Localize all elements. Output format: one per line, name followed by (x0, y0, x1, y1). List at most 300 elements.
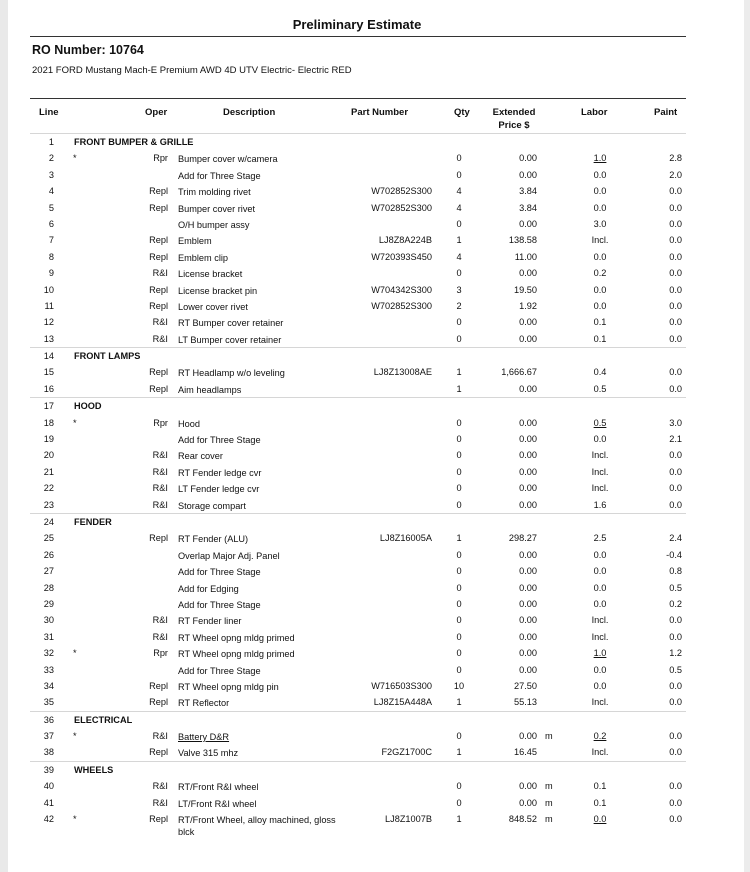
operation: Rpr (153, 153, 168, 164)
extended-price: 0.00 (519, 631, 537, 642)
operation: R&I (152, 731, 168, 742)
part-number: W702852S300 (371, 202, 432, 213)
paint-hours: 2.1 (669, 434, 682, 445)
labor-hours: 0.0 (593, 566, 607, 577)
extended-price: 0.00 (519, 317, 537, 328)
quantity: 1 (456, 383, 462, 394)
quantity: 1 (456, 235, 462, 246)
quantity: 0 (456, 450, 462, 461)
line-number: 24 (43, 516, 54, 527)
table-row (30, 150, 686, 166)
price-flag: m (545, 797, 553, 808)
description: License bracket pin (178, 285, 258, 296)
table-row (30, 298, 686, 314)
extended-price: 0.00 (519, 268, 537, 279)
operation: R&I (152, 797, 168, 808)
labor-hours: Incl. (591, 235, 609, 246)
paint-hours: 0.0 (669, 680, 682, 691)
line-number: 40 (43, 781, 54, 792)
manual-entry-mark: * (73, 417, 77, 428)
line-number: 17 (43, 401, 54, 412)
table-row (30, 183, 686, 199)
operation: Repl (149, 747, 168, 758)
part-number: W702852S300 (371, 300, 432, 311)
extended-price: 1,666.67 (501, 367, 537, 378)
description: RT Reflector (178, 698, 230, 709)
paint-hours: 1.2 (669, 648, 682, 659)
manual-entry-mark: * (73, 731, 77, 742)
operation: R&I (152, 317, 168, 328)
labor-hours: 1.6 (593, 499, 607, 510)
operation: Repl (149, 251, 168, 262)
labor-hours: 0.1 (593, 797, 607, 808)
table-row (30, 547, 686, 563)
quantity: 0 (456, 169, 462, 180)
quantity: 2 (456, 300, 462, 311)
line-number: 13 (43, 333, 54, 344)
description: LT/Front R&I wheel (178, 798, 257, 809)
price-flag: m (545, 814, 553, 825)
operation: R&I (152, 333, 168, 344)
vehicle-description: 2021 FORD Mustang Mach-E Premium AWD 4D UTV Electric- Electric RED (32, 65, 352, 76)
part-number: W704342S300 (371, 284, 432, 295)
table-row (30, 232, 686, 248)
header-description: Description (223, 107, 276, 118)
operation: R&I (152, 450, 168, 461)
quantity: 0 (456, 797, 462, 808)
header-extended-price (489, 106, 539, 132)
quantity: 1 (456, 533, 462, 544)
price-flag: m (545, 781, 553, 792)
description: RT Fender ledge cvr (178, 467, 262, 478)
part-number: LJ8Z16005A (379, 533, 432, 544)
extended-price: 0.00 (519, 566, 537, 577)
extended-price: 0.00 (519, 648, 537, 659)
extended-price: 138.58 (508, 235, 537, 246)
table-row (30, 415, 686, 431)
paint-hours: 0.0 (669, 697, 682, 708)
header-oper: Oper (145, 107, 168, 118)
ro-number: RO Number: 10764 (32, 43, 144, 57)
extended-price: 3.84 (519, 202, 537, 213)
description: Add for Three Stage (178, 435, 261, 446)
description: Emblem clip (178, 252, 229, 263)
section-title: HOOD (74, 401, 102, 412)
description: RT/Front R&I wheel (178, 782, 259, 793)
part-number: LJ8Z13008AE (373, 367, 432, 378)
operation: Repl (149, 814, 168, 825)
labor-hours: 0.5 (593, 417, 607, 428)
extended-price: 0.00 (519, 549, 537, 560)
line-number: 12 (43, 317, 54, 328)
table-row (30, 662, 686, 678)
labor-hours: 0.0 (593, 664, 607, 675)
line-number: 21 (43, 466, 54, 477)
labor-hours: 0.1 (593, 317, 607, 328)
operation: Rpr (153, 648, 168, 659)
labor-hours: 0.0 (593, 598, 607, 609)
operation: Repl (149, 235, 168, 246)
paint-hours: 0.0 (669, 450, 682, 461)
extended-price: 0.00 (519, 664, 537, 675)
line-number: 8 (48, 251, 54, 262)
table-row (30, 464, 686, 480)
operation: Rpr (153, 417, 168, 428)
labor-hours: 0.0 (593, 169, 607, 180)
paint-hours: 0.0 (669, 218, 682, 229)
labor-hours: 0.0 (593, 680, 607, 691)
line-number: 26 (43, 549, 54, 560)
line-number: 15 (43, 367, 54, 378)
paint-hours: 0.0 (669, 781, 682, 792)
operation: R&I (152, 268, 168, 279)
operation: Repl (149, 367, 168, 378)
description: Trim molding rivet (178, 187, 251, 198)
paint-hours: 0.0 (669, 251, 682, 262)
paint-hours: 0.0 (669, 333, 682, 344)
part-number: LJ8Z15A448A (373, 697, 432, 708)
line-number: 10 (43, 284, 54, 295)
extended-price: 0.00 (519, 598, 537, 609)
labor-hours: 0.4 (593, 367, 607, 378)
line-number: 38 (43, 747, 54, 758)
section-title: ELECTRICAL (74, 714, 133, 725)
description: Add for Three Stage (178, 170, 261, 181)
line-number: 30 (43, 615, 54, 626)
table-row (30, 778, 686, 794)
line-number: 34 (43, 680, 54, 691)
operation: Repl (149, 383, 168, 394)
labor-hours: Incl. (591, 697, 609, 708)
paint-hours: 2.8 (669, 153, 682, 164)
table-row (30, 811, 686, 840)
extended-price: 0.00 (519, 582, 537, 593)
extended-price: 0.00 (519, 731, 537, 742)
labor-hours: Incl. (591, 450, 609, 461)
description: License bracket (178, 269, 243, 280)
description: Aim headlamps (178, 384, 242, 395)
paint-hours: 0.0 (669, 317, 682, 328)
line-number: 5 (48, 202, 54, 213)
labor-hours: Incl. (591, 747, 609, 758)
description: Add for Three Stage (178, 665, 261, 676)
quantity: 0 (456, 781, 462, 792)
labor-hours: Incl. (591, 631, 609, 642)
table-row (30, 612, 686, 628)
section-title: WHEELS (74, 764, 114, 775)
operation: Repl (149, 680, 168, 691)
quantity: 1 (456, 367, 462, 378)
labor-hours: 3.0 (593, 218, 607, 229)
paint-hours: 0.8 (669, 566, 682, 577)
labor-hours: 1.0 (593, 153, 607, 164)
line-number: 42 (43, 814, 54, 825)
paint-hours: 0.0 (669, 284, 682, 295)
quantity: 10 (453, 680, 465, 691)
table-row (30, 216, 686, 232)
header-extended-line2: Price $ (498, 120, 530, 131)
line-number: 2 (48, 153, 54, 164)
table-row (30, 249, 686, 265)
labor-hours: 0.0 (593, 251, 607, 262)
description: Rear cover (178, 451, 223, 462)
line-number: 7 (48, 235, 54, 246)
paint-hours: 0.0 (669, 631, 682, 642)
paint-hours: 0.0 (669, 300, 682, 311)
description: LT Bumper cover retainer (178, 334, 282, 345)
labor-hours: 0.1 (593, 333, 607, 344)
quantity: 1 (456, 697, 462, 708)
line-number: 39 (43, 764, 54, 775)
table-row (30, 200, 686, 216)
paint-hours: 0.0 (669, 731, 682, 742)
quantity: 0 (456, 648, 462, 659)
labor-hours: 0.0 (593, 582, 607, 593)
table-row (30, 480, 686, 496)
labor-hours: 0.0 (593, 814, 607, 825)
description: RT Fender (ALU) (178, 534, 249, 545)
quantity: 0 (456, 466, 462, 477)
labor-hours: 2.5 (593, 533, 607, 544)
line-number: 23 (43, 499, 54, 510)
extended-price: 0.00 (519, 218, 537, 229)
quantity: 0 (456, 483, 462, 494)
manual-entry-mark: * (73, 153, 77, 164)
quantity: 0 (456, 598, 462, 609)
part-number: F2GZ1700C (381, 747, 432, 758)
line-number: 36 (43, 714, 54, 725)
description: Battery D&R (178, 732, 230, 743)
paint-hours: 0.2 (669, 598, 682, 609)
description: RT Wheel opng mldg primed (178, 649, 295, 660)
extended-price: 0.00 (519, 417, 537, 428)
line-number: 19 (43, 434, 54, 445)
line-number: 28 (43, 582, 54, 593)
title-divider (30, 36, 686, 37)
paint-hours: 0.0 (669, 202, 682, 213)
quantity: 0 (456, 631, 462, 642)
part-number: W702852S300 (371, 186, 432, 197)
header-extended-line1: Extended (492, 107, 536, 118)
table-row (30, 167, 686, 183)
price-flag: m (545, 731, 553, 742)
table-row (30, 364, 686, 380)
paint-hours: 2.0 (669, 169, 682, 180)
paint-hours: 0.5 (669, 664, 682, 675)
paint-hours: 0.0 (669, 466, 682, 477)
labor-hours: Incl. (591, 483, 609, 494)
line-number: 25 (43, 533, 54, 544)
paint-hours: 3.0 (669, 417, 682, 428)
quantity: 0 (456, 317, 462, 328)
line-number: 20 (43, 450, 54, 461)
header-labor: Labor (581, 107, 608, 118)
paint-hours: 0.0 (669, 814, 682, 825)
table-row (30, 629, 686, 645)
operation: R&I (152, 466, 168, 477)
part-number: LJ8Z1007B (385, 814, 432, 825)
line-number: 16 (43, 383, 54, 394)
section-row (30, 513, 686, 530)
line-number: 4 (48, 186, 54, 197)
paint-hours: 2.4 (669, 533, 682, 544)
paint-hours: 0.0 (669, 615, 682, 626)
description: Emblem (178, 236, 212, 247)
table-row (30, 314, 686, 330)
quantity: 0 (456, 434, 462, 445)
table-row (30, 694, 686, 710)
table-row (30, 580, 686, 596)
extended-price: 0.00 (519, 781, 537, 792)
paint-hours: 0.0 (669, 268, 682, 279)
line-number: 6 (48, 218, 54, 229)
line-number: 41 (43, 797, 54, 808)
quantity: 0 (456, 731, 462, 742)
description: Valve 315 mhz (178, 748, 239, 759)
labor-hours: 0.0 (593, 186, 607, 197)
description: Hood (178, 418, 200, 429)
extended-price: 0.00 (519, 153, 537, 164)
labor-hours: 0.0 (593, 300, 607, 311)
extended-price: 0.00 (519, 615, 537, 626)
operation: Repl (149, 697, 168, 708)
section-row (30, 761, 686, 778)
labor-hours: 0.0 (593, 549, 607, 560)
paint-hours: 0.0 (669, 483, 682, 494)
quantity: 1 (456, 747, 462, 758)
extended-price: 0.00 (519, 383, 537, 394)
table-row (30, 447, 686, 463)
table-header (30, 98, 686, 134)
line-number: 14 (43, 351, 54, 362)
table-row (30, 678, 686, 694)
description: Bumper cover rivet (178, 203, 256, 214)
extended-price: 0.00 (519, 797, 537, 808)
operation: Repl (149, 284, 168, 295)
quantity: 4 (456, 251, 462, 262)
table-row (30, 795, 686, 811)
table-row (30, 728, 686, 744)
extended-price: 0.00 (519, 434, 537, 445)
extended-price: 3.84 (519, 186, 537, 197)
line-number: 35 (43, 697, 54, 708)
description: Overlap Major Adj. Panel (178, 550, 280, 561)
section-row (30, 133, 686, 150)
section-row (30, 397, 686, 414)
section-row (30, 711, 686, 728)
line-number: 9 (48, 268, 54, 279)
estimate-lines (30, 133, 686, 840)
labor-hours: 0.0 (593, 202, 607, 213)
line-number: 27 (43, 566, 54, 577)
quantity: 0 (456, 417, 462, 428)
description: RT/Front Wheel, alloy machined, gloss blck (178, 815, 336, 838)
labor-hours: Incl. (591, 615, 609, 626)
line-number: 29 (43, 598, 54, 609)
description: Storage compart (178, 500, 246, 511)
table-row (30, 596, 686, 612)
quantity: 4 (456, 186, 462, 197)
document-title: Preliminary Estimate (292, 17, 422, 32)
header-qty: Qty (454, 107, 470, 118)
quantity: 0 (456, 218, 462, 229)
table-row (30, 744, 686, 760)
labor-hours: 0.2 (593, 268, 607, 279)
labor-hours: 0.1 (593, 781, 607, 792)
description: LT Fender ledge cvr (178, 484, 260, 495)
quantity: 3 (456, 284, 462, 295)
extended-price: 848.52 (508, 814, 537, 825)
paint-hours: 0.0 (669, 186, 682, 197)
description: RT Bumper cover retainer (178, 318, 284, 329)
description: RT Wheel opng mldg pin (178, 681, 279, 692)
paint-hours: 0.0 (669, 367, 682, 378)
extended-price: 11.00 (514, 251, 537, 262)
description: Add for Edging (178, 583, 239, 594)
operation: Repl (149, 186, 168, 197)
line-number: 37 (43, 731, 54, 742)
part-number: W720393S450 (371, 251, 432, 262)
paint-hours: 0.0 (669, 747, 682, 758)
table-row (30, 497, 686, 513)
quantity: 4 (456, 202, 462, 213)
line-number: 31 (43, 631, 54, 642)
quantity: 1 (456, 814, 462, 825)
extended-price: 0.00 (519, 499, 537, 510)
section-title: FENDER (74, 516, 112, 527)
operation: R&I (152, 631, 168, 642)
description: RT Headlamp w/o leveling (178, 368, 285, 379)
table-row (30, 431, 686, 447)
extended-price: 27.50 (514, 680, 537, 691)
description: Add for Three Stage (178, 599, 261, 610)
table-row (30, 381, 686, 397)
description: O/H bumper assy (178, 219, 250, 230)
labor-hours: Incl. (591, 466, 609, 477)
description: RT Wheel opng mldg primed (178, 632, 295, 643)
paint-hours: 0.5 (669, 582, 682, 593)
description: RT Fender liner (178, 616, 242, 627)
section-title: FRONT BUMPER & GRILLE (74, 137, 194, 147)
quantity: 0 (456, 664, 462, 675)
line-number: 18 (43, 417, 54, 428)
line-number: 22 (43, 483, 54, 494)
quantity: 0 (456, 333, 462, 344)
header-line: Line (39, 107, 59, 118)
extended-price: 0.00 (519, 466, 537, 477)
quantity: 0 (456, 499, 462, 510)
description: Bumper cover w/camera (178, 154, 278, 165)
table-row (30, 563, 686, 579)
quantity: 0 (456, 549, 462, 560)
labor-hours: 0.0 (593, 434, 607, 445)
labor-hours: 0.5 (593, 383, 607, 394)
operation: R&I (152, 615, 168, 626)
paint-hours: 0.0 (669, 235, 682, 246)
line-number: 32 (43, 648, 54, 659)
description: Lower cover rivet (178, 301, 248, 312)
quantity: 0 (456, 268, 462, 279)
extended-price: 55.13 (514, 697, 537, 708)
operation: R&I (152, 499, 168, 510)
table-row (30, 282, 686, 298)
line-number: 1 (48, 137, 54, 147)
extended-price: 19.50 (514, 284, 537, 295)
extended-price: 16.45 (514, 747, 537, 758)
section-title: FRONT LAMPS (74, 351, 141, 362)
table-row (30, 530, 686, 546)
page-shadow-left (0, 0, 8, 872)
